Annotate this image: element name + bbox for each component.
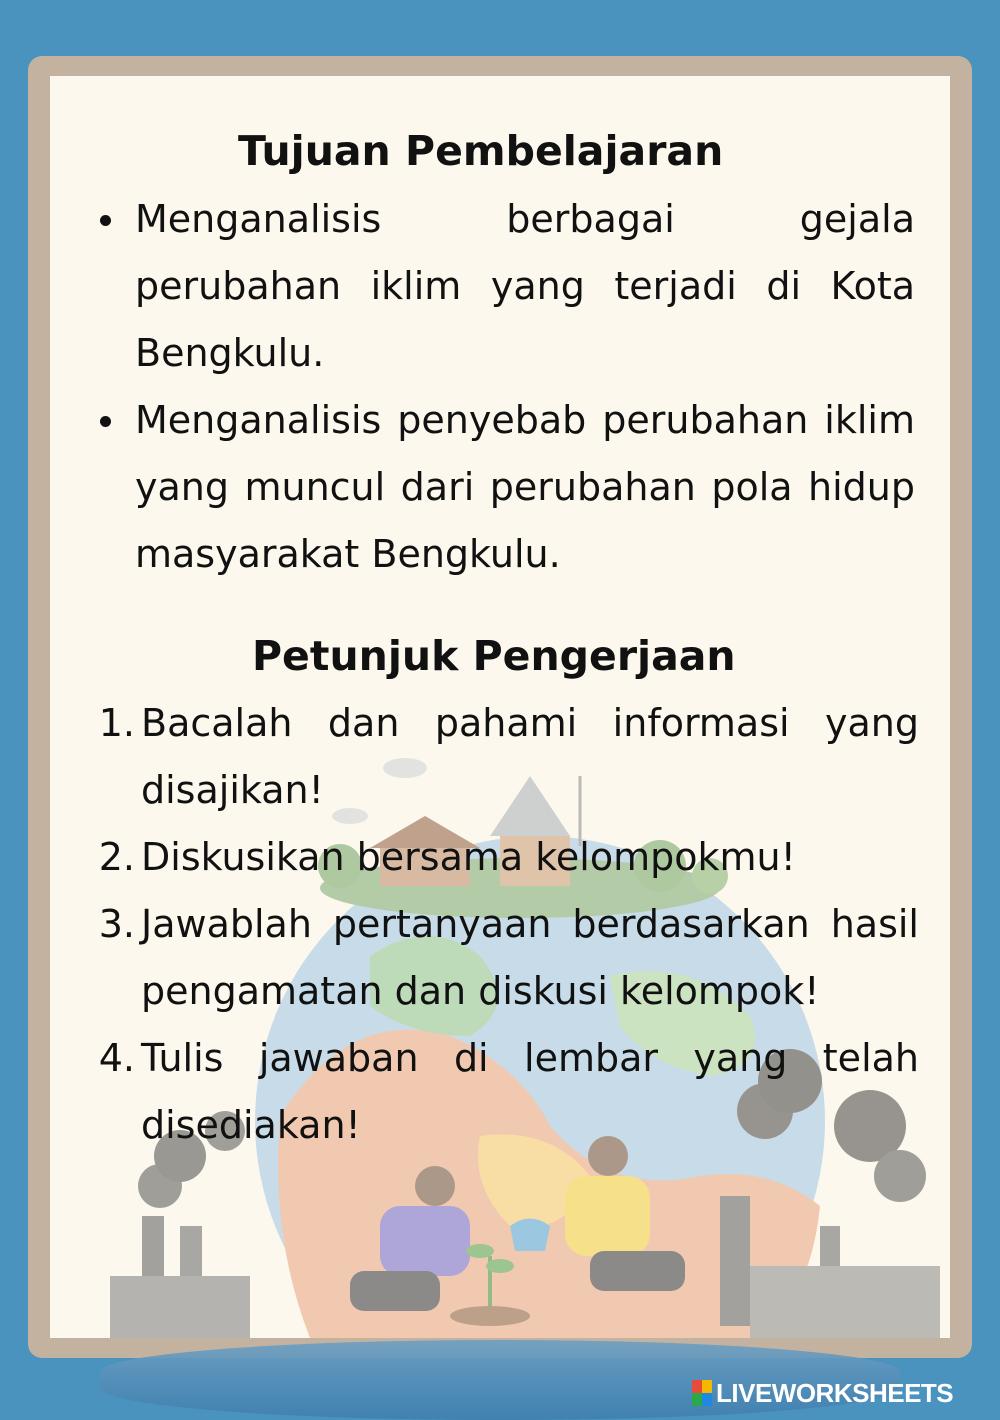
instruction-item <box>98 891 919 1025</box>
instructions-title: Petunjuk Pengerjaan <box>252 632 736 680</box>
objectives-title: Tujuan Pembelajaran <box>238 127 724 175</box>
instruction-line: disediakan! <box>141 1103 361 1147</box>
instruction-number: 1. <box>98 701 135 745</box>
instruction-item <box>98 1025 919 1159</box>
instruction-line: Bacalah dan pahami informasi yang <box>141 701 919 745</box>
objectives-list <box>135 186 915 588</box>
objective-line: yang muncul dari perubahan pola hidup <box>135 465 915 509</box>
objective-line: Menganalisis penyebab perubahan iklim <box>135 398 915 442</box>
instruction-line: pengamatan dan diskusi kelompok! <box>141 969 820 1013</box>
instruction-item <box>98 690 919 824</box>
instruction-number: 2. <box>98 835 135 879</box>
instruction-number: 3. <box>98 902 135 946</box>
watermark-text: LIVEWORKSHEETS <box>716 1378 954 1408</box>
instructions-list <box>98 690 919 1159</box>
instruction-line: Jawablah pertanyaan berdasarkan hasil <box>141 902 919 946</box>
instruction-item <box>98 824 919 891</box>
liveworksheets-watermark[interactable] <box>692 1378 953 1408</box>
instruction-line: Diskusikan bersama kelompokmu! <box>141 835 796 879</box>
instruction-line: disajikan! <box>141 768 324 812</box>
liveworksheets-logo-icon <box>692 1380 712 1406</box>
instruction-line: Tulis jawaban di lembar yang telah <box>141 1036 919 1080</box>
objective-line: masyarakat Bengkulu. <box>135 532 561 576</box>
objective-line: Bengkulu. <box>135 331 325 375</box>
objective-item <box>135 387 915 588</box>
objective-line: Menganalisis berbagai gejala <box>135 197 915 241</box>
objective-item <box>135 186 915 387</box>
instruction-number: 4. <box>98 1036 135 1080</box>
objective-line: perubahan iklim yang terjadi di Kota <box>135 264 915 308</box>
